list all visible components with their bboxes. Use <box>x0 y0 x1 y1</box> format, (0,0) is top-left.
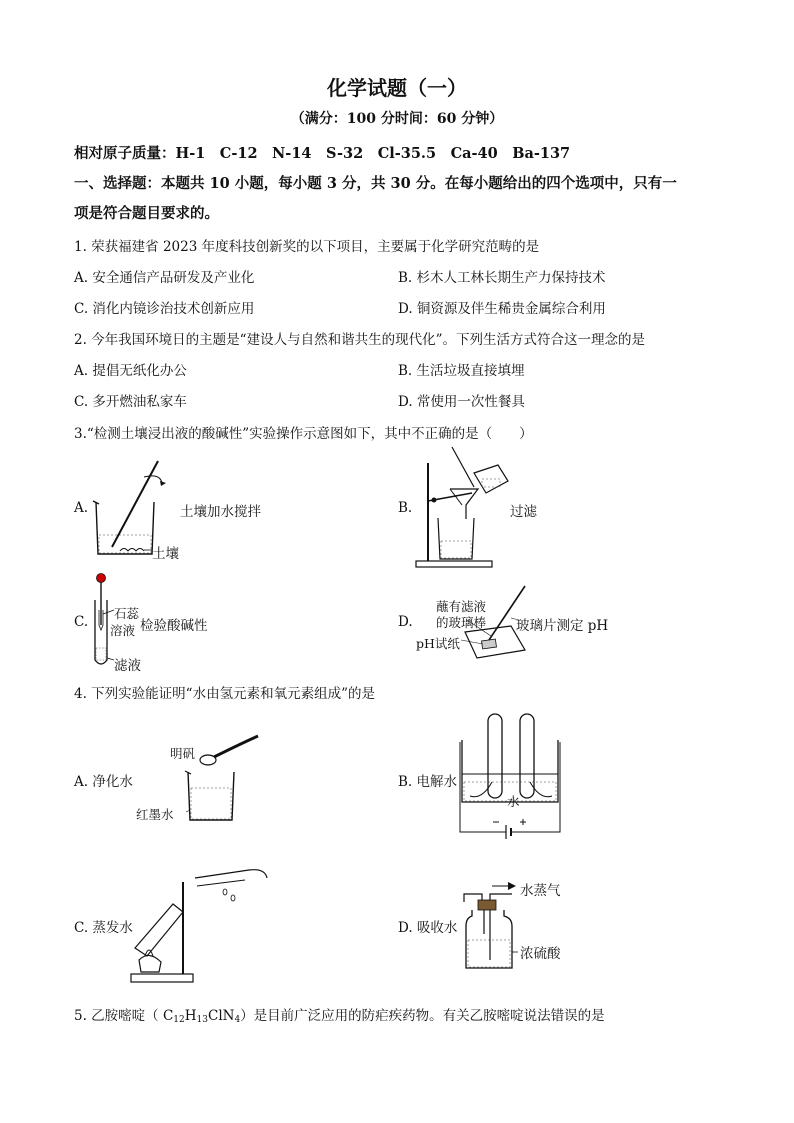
q2-option-c: C. 多开燃油私家车 <box>74 394 187 410</box>
filtration-figure <box>412 443 512 568</box>
q3-c-label-filtrate: 滤液 <box>114 658 141 674</box>
q1-option-c: C. 消化内镜诊治技术创新应用 <box>74 301 255 317</box>
section-heading-line1: 一、选择题：本题共 10 小题，每小题 3 分，共 30 分。在每小题给出的四个选项中，只有一 <box>74 175 677 192</box>
q4-d-label-steam: 水蒸气 <box>520 883 561 899</box>
section-heading-line2: 项是符合题目要求的。 <box>74 205 219 222</box>
evaporation-figure <box>125 852 275 987</box>
q5-stem <box>74 1004 605 1025</box>
q3-d-label-rod1: 蘸有滤液 <box>436 599 487 614</box>
q3-d-label-ph-paper: pH试纸 <box>416 636 460 651</box>
q2-option-a: A. 提倡无纸化办公 <box>74 363 187 379</box>
q3-option-a-letter: A. <box>74 500 89 516</box>
q1-option-a: A. 安全通信产品研发及产业化 <box>74 270 255 286</box>
q1-option-b: B. 杉木人工林长期生产力保持技术 <box>398 270 606 286</box>
electrolysis-figure <box>456 712 576 842</box>
q4-a-label-ink: 红墨水 <box>136 807 174 822</box>
q3-option-b-caption: 过滤 <box>510 504 537 520</box>
q5-sub-h: 13 <box>196 1015 208 1025</box>
q5-mid-cln: ClN <box>207 1008 235 1024</box>
q1-stem: 1. 荣获福建省 2023 年度科技创新奖的以下项目，主要属于化学研究范畴的是 <box>74 239 540 255</box>
q3-option-d-letter: D. <box>398 614 413 630</box>
gas-wash-bottle-figure <box>456 872 526 972</box>
q5-stem-post: ）是目前广泛应用的防疟疾药物。有关乙胺嘧啶说法错误的是 <box>240 1008 605 1024</box>
q1-option-d: D. 铜资源及伴生稀贵金属综合利用 <box>398 301 606 317</box>
q4-option-c: C. 蒸发水 <box>74 920 133 936</box>
q5-sub-n: 4 <box>234 1015 241 1025</box>
q4-b-water-label: 水 <box>507 794 520 809</box>
alum-purification-figure <box>180 730 270 825</box>
q2-stem: 2. 今年我国环境日的主题是“建设人与自然和谐共生的现代化”。下列生活方式符合这一理念的是 <box>74 332 645 348</box>
ph-test-figure <box>455 582 535 662</box>
q4-option-a: A. 净化水 <box>74 774 133 790</box>
page-subtitle: （满分：100 分时间：60 分钟） <box>290 111 504 127</box>
q3-c-label-litmus1: 石蕊 <box>114 606 140 621</box>
q5-stem-pre: 5. 乙胺嘧啶（ C <box>74 1008 174 1024</box>
q2-option-b: B. 生活垃圾直接填埋 <box>398 363 525 379</box>
q4-option-d: D. 吸收水 <box>398 920 458 936</box>
q3-option-a-caption: 土壤加水搅拌 <box>180 504 261 520</box>
q3-option-c-letter: C. <box>74 614 89 630</box>
q5-mid-h: H <box>184 1008 197 1024</box>
q3-option-b-letter: B. <box>398 500 413 516</box>
q4-d-label-acid: 浓硫酸 <box>520 946 561 962</box>
q3-option-d-caption: 玻璃片测定 pH <box>516 618 609 634</box>
q3-stem: 3.“检测土壤浸出液的酸碱性”实验操作示意图如下，其中不正确的是（ ） <box>74 426 533 442</box>
q3-a-soil-label: 土壤 <box>152 546 179 562</box>
q5-sub-c: 12 <box>173 1015 185 1025</box>
page-title: 化学试题（一） <box>327 76 467 100</box>
q3-c-label-litmus2: 溶液 <box>110 623 136 638</box>
q2-option-d: D. 常使用一次性餐具 <box>398 394 525 410</box>
q3-option-c-caption: 检验酸碱性 <box>140 618 208 634</box>
q4-option-b: B. 电解水 <box>398 774 458 790</box>
atomic-masses: 相对原子质量：H-1 C-12 N-14 S-32 Cl-35.5 Ca-40 Ba-137 <box>74 145 571 162</box>
q3-d-label-rod2: 的玻璃棒 <box>436 615 487 630</box>
q4-a-label-alum: 明矾 <box>170 746 196 761</box>
q4-stem: 4. 下列实验能证明“水由氢元素和氧元素组成”的是 <box>74 686 375 702</box>
